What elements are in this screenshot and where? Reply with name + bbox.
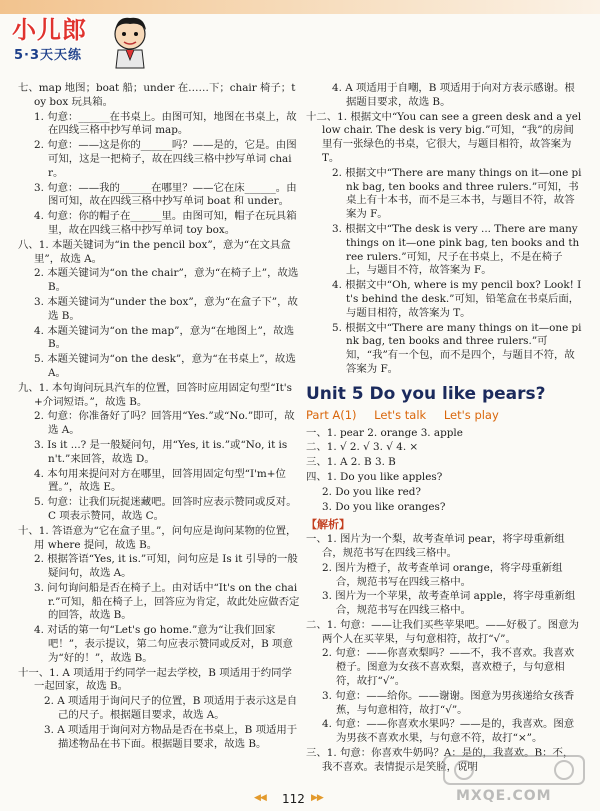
page-header [0,0,600,82]
answer-item: 4. 根据文中“Oh, where is my pencil box? Look! It's behind the desk.”可知，铅笔盒在书桌后面，与题目相符，故答案为 T。 [332,279,582,319]
answer-item: 5. 本题关键词为“on the desk”，意为“在书桌上”，故选 A。 [34,353,296,379]
answer-item: 1. 句意：______在书桌上。由图可知，地图在书桌上，故在四线三格中抄写单词 map。 [34,110,297,137]
answer-item: 十一、1. A 项适用于约同学一起去学校，B 项适用于约同学一起回家，故选 B。 [18,666,292,693]
analysis-item: 4. 句意：——你喜欢水果吗？——是的，我喜欢。图意为男孩不喜欢水果，与句意不符，故打“×”。 [322,718,575,745]
analysis-item: 2. 图片为橙子，故考查单词 orange，将字母重新组合，规范书写在四线三格中。 [322,561,563,588]
answer-item: 2. 句意：——这是你的______吗？——是的，它是。由图可知，这是一把椅子，故在四线三格中抄写单词 chair。 [34,139,297,179]
analysis-item: 一、1. 图片为一个梨，故考查单词 pear，将字母重新组合，规范书写在四线三格中。 [306,533,565,559]
answer-item: 3. 句意：——我的______在哪里？——它在床______。由图可知，故在四线三格中抄写单词 boat 和 under。 [34,181,297,208]
lets-talk-label: Let's talk [374,407,427,422]
answer-key-line: 二、1. √ 2. √ 3. √ 4. × [306,441,419,454]
logo-title: 小儿郎 [12,16,87,44]
answer-item: 3. Is it ...? 是一般疑问句，用“Yes, it is.”或“No, it isn't.”来回答，故选 D。 [34,438,288,465]
prev-arrows-icon: ◀◀ [254,793,266,803]
answer-item: 3. 根据文中“The desk is very ... There are many things on it—one pink bag, ten books and three rulers.”可知，尺子在书桌上，不是在椅子上，与题目不符，故答案为 F。 [332,222,580,277]
answer-item: 九、1. 本句询问玩具汽车的位置，回答时应用固定句型“It's+介词短语。”，故选 B。 [18,381,292,408]
analysis-item: 2. 句意：——你喜欢梨吗？——不，我不喜欢。我喜欢橙子。图意为女孩不喜欢梨，喜欢橙子，与句意相符，故打“√”。 [322,647,575,688]
answer-item: 4. 对话的第一句“Let's go home.”意为“让我们回家吧！”，表示提议，第二句应表示赞同或反对，B 项意为“好的！”，故选 B。 [34,624,293,664]
answer-item: 2. 本题关键词为“on the chair”，意为“在椅子上”，故选 B。 [34,267,299,294]
answer-item: 2. A 项适用于询问尺子的位置，B 项适用于表示这是自己的尺子。根据题目要求，故选 A。 [44,695,298,722]
answer-key-line: 三、1. A 2. B 3. B [306,456,396,469]
answer-key-line: 四、1. Do you like apples? [306,470,443,483]
watermark [440,752,590,808]
answer-item: 八、1. 本题关键词为“in the pencil box”，意为“在文具盒里”，故选 A。 [18,238,291,265]
answer-item: 十、1. 答语意为“它在盒子里。”，问句应是询问某物的位置，用 where 提问，故选 B。 [18,524,297,551]
answer-item: 3. 本题关键词为“under the box”，意为“在盒子下”，故选 B。 [34,295,298,322]
answer-item: 4. 本句用来提问对方在哪里，回答用固定句型“I'm+位置。”，故选 E。 [34,467,286,494]
answer-item: 七、map 地图；boat 船；under 在……下；chair 椅子；toy box 玩具箱。 [18,82,296,108]
answer-item: 3. A 项适用于询问对方物品是否在书桌上，B 项适用于描述物品在书下面。根据题目要求，故选 B。 [44,723,298,750]
next-arrows-icon: ▶▶ [311,793,323,803]
answer-key-line: 3. Do you like oranges? [322,500,446,513]
answer-item: 2. 句意：你准备好了吗？回答用“Yes.”或“No.”即可，故选 A。 [34,410,295,437]
answer-item: 4. 句意：你的帽子在______里。由图可知，帽子在玩具箱里，故在四线三格中抄写单词 toy box。 [34,210,297,236]
answer-key-line: 2. Do you like red? [322,485,421,498]
part-label: Part A(1) [306,407,357,422]
answer-item: 4. A 项适用于自嘲，B 项适用于向对方表示感谢。根据题目要求，故选 B。 [332,82,575,108]
answer-item: 2. 根据答语“Yes, it is.”可知，问句应是 Is it 引导的一般疑问句，故选 A。 [34,553,298,580]
analysis-label: 【解析】 [306,518,350,532]
analysis-item: 3. 句意：——给你。——谢谢。图意为男孩递给女孩香蕉，与句意相符，故打“√”。 [322,689,575,716]
right-column [306,82,582,776]
analysis-item: 3. 图片为一个苹果，故考查单词 apple，将字母重新组合，规范书写在四线三格中。 [322,590,576,617]
answer-key-line: 一、1. pear 2. orange 3. apple [306,426,463,439]
answer-item: 2. 根据文中“There are many things on it—one pink bag, ten books and three rulers.”可知，书桌上有十本书，而不是三本书，与题目不符，故答案为 F。 [332,166,582,221]
answer-item: 5. 根据文中“There are many things on it—one pink bag, ten books and three rulers.”可知，“我”有一个包，而不是四个，与题目不符，故答案为 F。 [332,321,582,375]
mascot-boy-icon [110,14,150,70]
page-number: 112 [282,792,305,806]
part-heading [306,409,582,423]
answer-item: 5. 句意：让我们玩捉迷藏吧。回答时应表示赞同或反对。C 项表示赞同，故选 C。 [34,496,297,522]
logo-subtitle: 5·3天天练 [14,48,83,63]
lets-play-label: Let's play [443,407,499,422]
analysis-item: 三、1. 句意：你喜欢牛奶吗？A：是的，我喜欢。B：不，我不喜欢。表情提示是笑脸，说明 [306,747,574,773]
answer-item: 十二、1. 根据文中“You can see a green desk and a yellow chair. The desk is very big.”可知，“我”的房间里有一张绿色的书桌，它很大，与题目相符，故答案为 T。 [306,110,582,164]
answer-item: 3. 问句询问船是否在椅子上。由对话中“It's on the chair.”可知，船在椅子上，回答应为肯定，故此处应做否定的回答，故选 B。 [34,581,300,622]
watermark-badge-icon [440,752,590,788]
answer-item: 4. 本题关键词为“on the map”，意为“在地图上”，故选 B。 [34,324,294,351]
unit-title: Unit 5 Do you like pears? [306,383,546,404]
analysis-item: 二、1. 句意：——让我们买些苹果吧。——好极了。图意为两个人在买苹果，与句意相符，故打“√”。 [306,618,579,645]
watermark-text: MXQE.COM [456,788,552,804]
left-column [18,82,300,752]
brand-logo [12,8,142,70]
